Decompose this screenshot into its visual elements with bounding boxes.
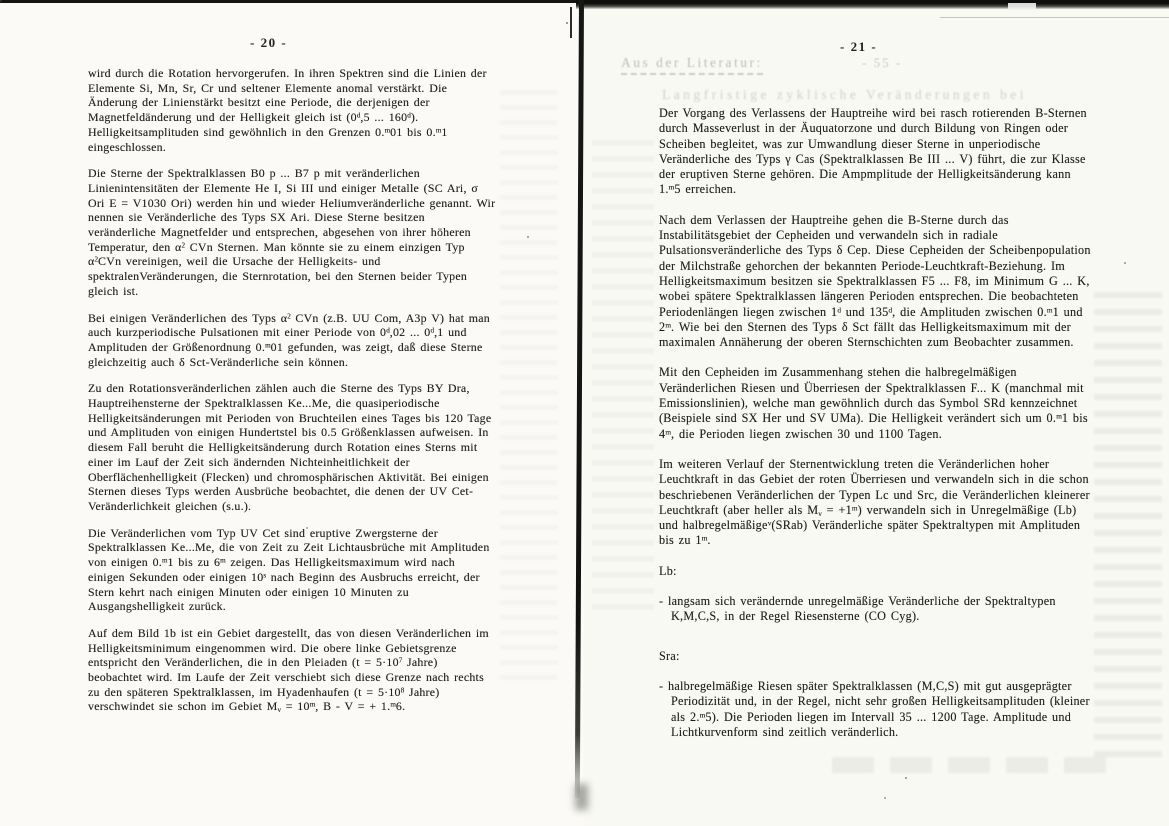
paragraph: Im weiteren Verlauf der Sternentwicklung treten die Veränderlichen hoher Leuchtkraft in das Gebiet der roten Überriesen und verwandeln sich in die schon beschriebenen Veränderlichen der Typen Lc und Src, die Veränderlichen kleinerer Leuchtkraft (aber heller als $M_v = +1^m$) verwandeln sich in Unregelmäßige (Lb) und halbregelmäßige$^v$(SRab) Veränderliche später Spektraltypen mit Amplituden bis zu 1$^m$. (659, 456, 1090, 548)
ghost-bleedthrough-heading: Aus der Literatur: (621, 55, 763, 75)
left-page-text-column (88, 66, 496, 726)
paragraph: Zu den Rotationsveränderlichen zählen auch die Sterne des Typs BY Dra, Hauptreihensterne der Spektralklassen Ke...Me, die quasiperiodische Helligkeitsänderungen mit Perioden von Bruchteilen eines Tages bis 120 Tage und Amplituden von einigen Hundertstel bis 0.5 Größenklassen aufweisen. In diesem Fall beruht die Helligkeitsänderung durch Rotation eines Sterns mit einer im Lauf der Zeit sich ändernden Nichteinheitlichkeit der Oberflächenhelligkeit (Flecken) und chromosphärischen Aktivität. Bei einigen Sternen dieses Typs werden Ausbrüche beobachtet, die denen der UV Cet-Veränderlichkeit gleichen (s.u.). (88, 381, 492, 513)
section-bullet-sra: - halbregelmäßige Riesen später Spektralklassen (M,C,S) mit gut ausgeprägter Periodizität und, in der Regel, nicht sehr großen Helligkeitsamplituden (kleiner als 2.$^m$5). Die Perioden liegen im Intervall 35 ... 1200 Tage. Amplitude und Lichtkurvenform sind zeitlich veränderlich. (659, 678, 1090, 739)
book-gutter-line (575, 0, 584, 798)
paragraph: Die Sterne der Spektralklassen B0 p ... B7 p mit veränderlichen Linienintensitäten der Elemente He I, Si III und einiger Metalle (SC Ari, σ Ori E = V1030 Ori) werden hin und wieder Heliumveränderliche genannt. Wir nennen sie Veränderliche des Typs SX Ari. Diese Sterne besitzen veränderliche Magnetfelder und entsprechen, abgesehen von ihrer höheren Temperatur, den $\alpha^2$ CVn Sternen. Man könnte sie zu einem einzigen Typ $\alpha^2CVn$ vereinigen, weil die Ursache der Helligkeits- und spektralenVeränderungen, die Sternrotation, bei den Sternen beider Typen gleich ist. (88, 166, 496, 298)
paragraph: Bei einigen Veränderlichen des Typs $\alpha^2$ CVn (z.B. UU Com, A3p V) hat man auch kurzperiodische Pulsationen mit einer Periode von 0$^d$,02 ... 0$^d$,1 und Amplituden der Größenordnung 0.$^m$01 gefunden, was zeigt, daß diese Sterne gleichzeitig auch δ Sct-Veränderliche sein können. (88, 310, 490, 369)
scan-top-edge-right (576, 0, 1169, 9)
section-sra (659, 649, 1095, 740)
section-heading-sra: Sra: (659, 648, 680, 663)
book-gutter-smudge (575, 784, 588, 810)
paragraph: Nach dem Verlassen der Hauptreihe gehen die B-Sterne durch das Instabilitätsgebiet der Cepheiden und verwandeln sich in radiale Pulsationsveränderliche des Typs δ Cep. Diese Cepheiden der Scheibenpopulation der Milchstraße gehorchen der bekannten Periode-Leuchtkraft-Beziehung. Im Helligkeitsmaximum besitzen sie Spektralklassen F5 ... F8, im Minimum G ... K, wobei spätere Spektralklassen längeren Perioden entsprechen. Die beobachteten Periodenlängen liegen zwischen 1$^d$ und 135$^d$, die Amplituden zwischen 0.$^m$1 und 2$^m$. Wie bei den Sternen des Typs δ Sct fällt das Helligkeitsmaximum mit der maximalen Annäherung der oberen Sternschichten zum Beobachter zusammen. (659, 212, 1091, 350)
paragraph: Auf dem Bild 1b ist ein Gebiet dargestellt, das von diesen Veränderlichen im Helligkeitsminimum eingenommen wird. Die obere linke Gebietsgrenze entspricht den Veränderlichen, die in den Pleiaden ($t = 5\cdot 10^7$ Jahre) beobachtet wird. Im Laufe der Zeit verschiebt sich diese Grenze nach rechts zu den späteren Spektralklassen, im Hyadenhaufen ($t = 5\cdot 10^8$ Jahre) verschwindet sie schon im Gebiet $M_v = 10^m$, B - V = + 1.$^m$6. (88, 625, 489, 715)
page-number-left: - 20 - (250, 35, 288, 50)
page-number-right: - 21 - (840, 39, 878, 54)
ghost-bleedthrough-line: Langfristige zyklische Veränderungen bei (662, 87, 1028, 102)
section-heading-lb: Lb: (659, 563, 677, 578)
bleedthrough-noise-left-page (500, 90, 558, 690)
paragraph: wird durch die Rotation hervorgerufen. In ihren Spektren sind die Linien der Elemente Si, Mn, Sr, Cr und seltener Elemente anomal verstärkt. Die Änderung der Linienstärkt besitzt eine Periode, die derjenigen der Magnetfeldänderung und der Helligkeit gleich ist (0$^d$,5 ... 160$^d$). Helligkeitsamplituden sind gewöhnlich in den Grenzen 0.$^m$01 bis 0.$^m$1 eingeschlossen. (88, 66, 487, 154)
paragraph: Die Veränderlichen vom Typ UV Cet sind eruptive Zwergsterne der Spektralklassen Ke...Me, die von Zeit zu Zeit Lichtausbrüche mit Amplituden von einigen 0.$^m$1 bis zu 6$^m$ zeigen. Das Helligkeitsmaximum wird nach einigen Sekunden oder einigen 10$^s$ nach Beginn des Ausbruchs erreicht, der Stern kehrt nach einigen Minuten oder einigen 10 Minuten zu Ausgangshelligkeit zurück. (88, 525, 490, 614)
section-lb (659, 564, 1095, 625)
section-bullet-lb: - langsam sich verändernde unregelmäßige Veränderliche der Spektraltypen K,M,C,S, in der Regel Riesensterne (CO Cyg). (659, 594, 1056, 624)
paragraph: Mit den Cepheiden im Zusammenhang stehen die halbregelmäßigen Veränderlichen Riesen und Überriesen der Spektralklassen F... K (manchmal mit Emissionslinien), welche man gewöhnlich durch das Symbol SRd kennzeichnet (Beispiele sind SX Her und SV UMa). Die Helligkeit verändert sich um 0.$^m$1 bis 4$^m$, die Perioden liegen zwischen 30 und 1100 Tagen. (659, 365, 1088, 441)
scan-speckles (0, 0, 2, 2)
ghost-bleedthrough-page-number: - 55 - (862, 55, 903, 70)
scan-top-edge-notch (1008, 3, 1036, 10)
book-gutter-dash (570, 7, 572, 38)
scan-top-hairline (940, 17, 1169, 18)
paragraph: Der Vorgang des Verlassens der Hauptreihe wird bei rasch rotierenden B-Sternen durch Masseverlust in der Äuquatorzone und durch Bildung von Ringen oder Scheiben begleitet, was zur Umwandlung dieser Sterne in unperiodische Veränderliche des Typs γ Cas (Spektralklassen Be III ... V) führt, die zur Klasse der eruptiven Sterne gehören. Die Ampmplitude der Helligkeitsänderung kann 1.$^m$5 erreichen. (659, 106, 1087, 197)
right-page-text-column (659, 106, 1095, 755)
